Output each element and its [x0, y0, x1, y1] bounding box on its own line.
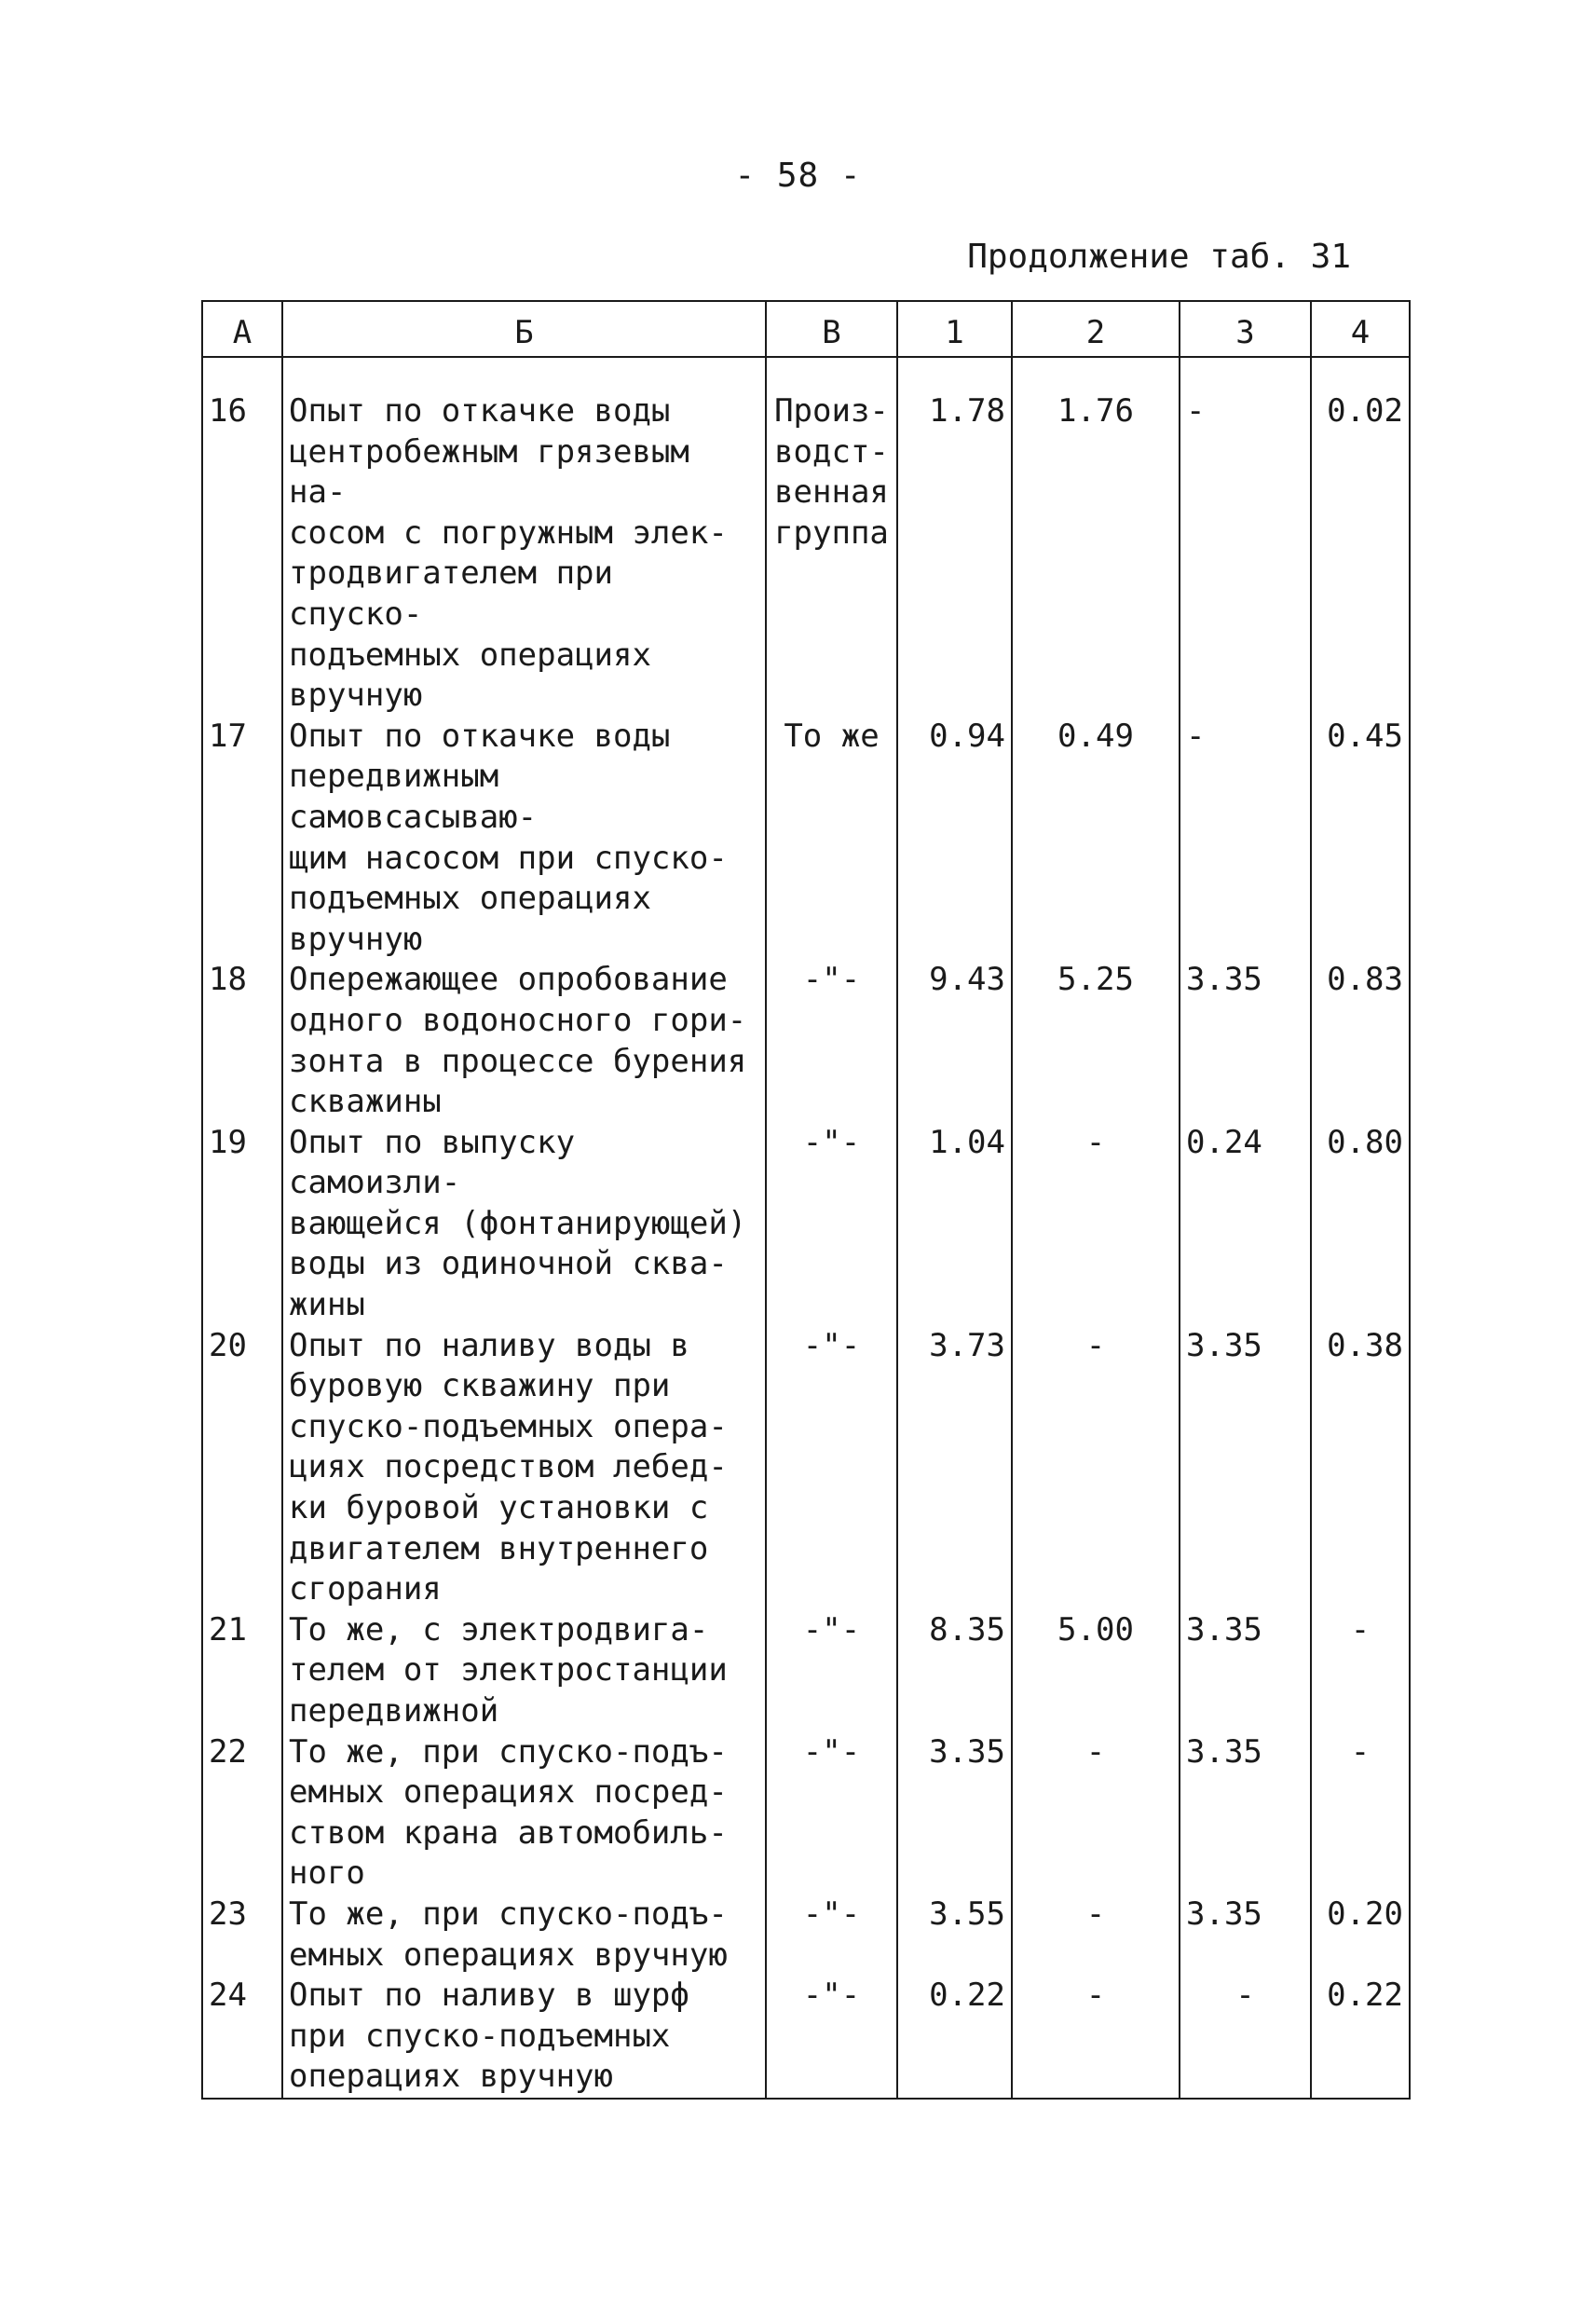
row-description: То же, при спуско-подъ- емных операциях вручную — [282, 1895, 766, 1976]
row-number: 22 — [202, 1732, 282, 1895]
spacer-cell — [766, 357, 897, 391]
row-category: -"- — [766, 1732, 897, 1895]
row-value-1: 1.78 — [897, 391, 1012, 717]
spacer-cell — [1311, 357, 1410, 391]
row-value-1: 3.55 — [897, 1895, 1012, 1976]
spacer-cell — [282, 357, 766, 391]
row-value-2: - — [1012, 1326, 1180, 1610]
header-col-a: А — [202, 301, 282, 357]
row-description: То же, при спуско-подъ- емных операциях посред- ством крана автомобиль- ного — [282, 1732, 766, 1895]
row-category: -"- — [766, 1610, 897, 1732]
table-row — [202, 1326, 1410, 1610]
row-value-3: 3.35 — [1180, 1326, 1311, 1610]
row-value-3: 3.35 — [1180, 960, 1311, 1122]
table-caption: Продолжение таб. 31 — [967, 238, 1351, 276]
data-table-container — [201, 300, 1409, 2100]
header-col-2: 2 — [1012, 301, 1180, 357]
row-value-3: 0.24 — [1180, 1123, 1311, 1326]
table-row — [202, 1732, 1410, 1895]
row-description: Опыт по наливу воды в буровую скважину при спуско-подъемных опера- циях посредством лебед- ки буровой установки с двигателем внутреннего сгорания — [282, 1326, 766, 1610]
spacer-cell — [202, 357, 282, 391]
row-category: Произ- водст- венная группа — [766, 391, 897, 717]
row-value-3: - — [1180, 391, 1311, 717]
row-description: Опережающее опробование одного водоносного гори- зонта в процессе бурения скважины — [282, 960, 766, 1122]
row-value-2: - — [1012, 1895, 1180, 1976]
row-category: -"- — [766, 1976, 897, 2099]
row-value-3: - — [1180, 1976, 1311, 2099]
header-col-4: 4 — [1311, 301, 1410, 357]
spacer-cell — [1012, 357, 1180, 391]
row-value-4: 0.38 — [1311, 1326, 1410, 1610]
row-number: 23 — [202, 1895, 282, 1976]
row-value-1: 3.35 — [897, 1732, 1012, 1895]
row-category: То же — [766, 717, 897, 961]
table-row — [202, 391, 1410, 717]
row-value-1: 3.73 — [897, 1326, 1012, 1610]
row-value-3: 3.35 — [1180, 1610, 1311, 1732]
row-number: 20 — [202, 1326, 282, 1610]
table-body — [202, 357, 1410, 2099]
table-row — [202, 1976, 1410, 2099]
row-description: Опыт по откачке воды передвижным самовсасываю- щим насосом при спуско- подъемных операциях вручную — [282, 717, 766, 961]
data-table — [201, 300, 1411, 2100]
row-value-2: 5.25 — [1012, 960, 1180, 1122]
row-value-4: 0.02 — [1311, 391, 1410, 717]
row-category: -"- — [766, 1326, 897, 1610]
row-value-3: 3.35 — [1180, 1732, 1311, 1895]
row-value-2: - — [1012, 1976, 1180, 2099]
table-header — [202, 301, 1410, 357]
row-value-1: 0.94 — [897, 717, 1012, 961]
table-row — [202, 1610, 1410, 1732]
row-description: Опыт по откачке воды центробежным грязевым на- сосом с погружным элек- тродвигателем при спуско- подъемных операциях вручную — [282, 391, 766, 717]
header-row — [202, 301, 1410, 357]
row-description: То же, с электродвига- телем от электростанции передвижной — [282, 1610, 766, 1732]
row-value-4: - — [1311, 1610, 1410, 1732]
row-value-1: 8.35 — [897, 1610, 1012, 1732]
row-value-1: 1.04 — [897, 1123, 1012, 1326]
row-value-4: 0.80 — [1311, 1123, 1410, 1326]
row-number: 19 — [202, 1123, 282, 1326]
row-value-4: 0.45 — [1311, 717, 1410, 961]
row-number: 17 — [202, 717, 282, 961]
row-value-2: 0.49 — [1012, 717, 1180, 961]
row-value-4: - — [1311, 1732, 1410, 1895]
row-category: -"- — [766, 960, 897, 1122]
header-col-v: В — [766, 301, 897, 357]
row-value-2: - — [1012, 1732, 1180, 1895]
table-row — [202, 1895, 1410, 1976]
row-value-3: 3.35 — [1180, 1895, 1311, 1976]
row-value-4: 0.22 — [1311, 1976, 1410, 2099]
row-value-2: - — [1012, 1123, 1180, 1326]
table-row — [202, 960, 1410, 1122]
row-number: 16 — [202, 391, 282, 717]
row-description: Опыт по выпуску самоизли- вающейся (фонтанирующей) воды из одиночной сква- жины — [282, 1123, 766, 1326]
table-row — [202, 1123, 1410, 1326]
row-value-3: - — [1180, 717, 1311, 961]
row-value-4: 0.20 — [1311, 1895, 1410, 1976]
row-description: Опыт по наливу в шурф при спуско-подъемных операциях вручную — [282, 1976, 766, 2099]
page-number: - 58 - — [734, 157, 862, 195]
row-category: -"- — [766, 1895, 897, 1976]
row-category: -"- — [766, 1123, 897, 1326]
row-value-1: 0.22 — [897, 1976, 1012, 2099]
header-col-1: 1 — [897, 301, 1012, 357]
spacer-cell — [1180, 357, 1311, 391]
row-number: 21 — [202, 1610, 282, 1732]
header-col-b: Б — [282, 301, 766, 357]
row-value-4: 0.83 — [1311, 960, 1410, 1122]
row-number: 24 — [202, 1976, 282, 2099]
row-value-2: 5.00 — [1012, 1610, 1180, 1732]
spacer-cell — [897, 357, 1012, 391]
spacer-row — [202, 357, 1410, 391]
table-row — [202, 717, 1410, 961]
row-value-2: 1.76 — [1012, 391, 1180, 717]
row-value-1: 9.43 — [897, 960, 1012, 1122]
header-col-3: 3 — [1180, 301, 1311, 357]
row-number: 18 — [202, 960, 282, 1122]
